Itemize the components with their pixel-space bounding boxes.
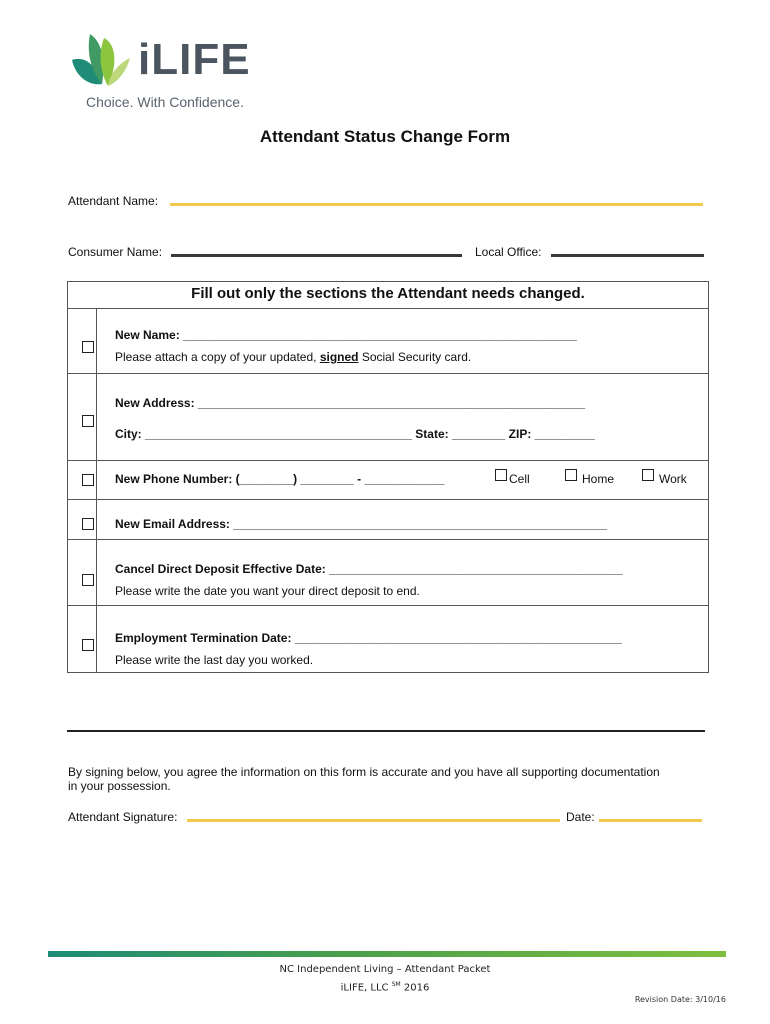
change-sections-table: [67, 281, 709, 673]
new-address-line[interactable]: New Address: __________________________________________________________: [115, 396, 585, 410]
footer-line1: NC Independent Living – Attendant Packet: [279, 964, 491, 975]
form-title: Attendant Status Change Form: [259, 127, 511, 146]
work-checkbox[interactable]: [642, 469, 654, 481]
consumer-name-field[interactable]: [171, 254, 462, 257]
agreement-text-line2: in your possession.: [68, 779, 171, 793]
local-office-field[interactable]: [551, 254, 704, 257]
logo-tagline: Choice. With Confidence.: [86, 94, 244, 110]
signature-label: Attendant Signature:: [68, 810, 178, 824]
date-label: Date:: [566, 810, 595, 824]
logo-wordmark: iLIFE: [138, 35, 251, 84]
row-divider: [68, 539, 708, 540]
home-checkbox[interactable]: [565, 469, 577, 481]
row-divider: [68, 373, 708, 374]
row-divider: [68, 460, 708, 461]
new-name-note: Please attach a copy of your updated, signed Social Security card.: [115, 350, 472, 364]
new-address-checkbox[interactable]: [82, 415, 94, 427]
footer-line2: iLIFE, LLC ℠ 2016: [340, 981, 430, 994]
local-office-label: Local Office:: [475, 245, 542, 259]
new-name-checkbox[interactable]: [82, 341, 94, 353]
city-state-zip-line[interactable]: City: ________________________________________ State: ________ ZIP: _________: [115, 427, 595, 441]
attendant-name-field[interactable]: [170, 203, 703, 206]
termination-line[interactable]: Employment Termination Date: _________________________________________________: [115, 631, 622, 645]
cell-checkbox[interactable]: [495, 469, 507, 481]
revision-date: Revision Date: 3/10/16: [634, 995, 726, 1004]
date-field[interactable]: [599, 819, 702, 822]
footer-bar: [48, 951, 726, 957]
termination-note: Please write the last day you worked.: [115, 653, 314, 667]
row-divider: [68, 499, 708, 500]
direct-deposit-checkbox[interactable]: [82, 574, 94, 586]
new-email-line[interactable]: New Email Address: ________________________________________________________: [115, 517, 607, 531]
new-name-line[interactable]: New Name: ___________________________________________________________: [115, 328, 577, 342]
home-label: Home: [582, 472, 615, 486]
agreement-text-line1: By signing below, you agree the information on this form is accurate and you have all supporting documentation: [68, 765, 660, 779]
checkbox-column-divider: [96, 308, 97, 672]
row-divider: [68, 605, 708, 606]
consumer-name-label: Consumer Name:: [68, 245, 163, 259]
table-heading: Fill out only the sections the Attendant needs changed.: [68, 282, 708, 309]
section-separator: [67, 730, 705, 732]
new-email-checkbox[interactable]: [82, 518, 94, 530]
attendant-name-label: Attendant Name:: [68, 194, 159, 208]
new-phone-checkbox[interactable]: [82, 474, 94, 486]
direct-deposit-note: Please write the date you want your direct deposit to end.: [115, 584, 420, 598]
cell-label: Cell: [509, 472, 530, 486]
new-phone-line[interactable]: New Phone Number: (________) ________ - ____________: [115, 472, 445, 486]
signature-field[interactable]: [187, 819, 560, 822]
termination-checkbox[interactable]: [82, 639, 94, 651]
work-label: Work: [659, 472, 687, 486]
direct-deposit-line[interactable]: Cancel Direct Deposit Effective Date: ____________________________________________: [115, 562, 623, 576]
